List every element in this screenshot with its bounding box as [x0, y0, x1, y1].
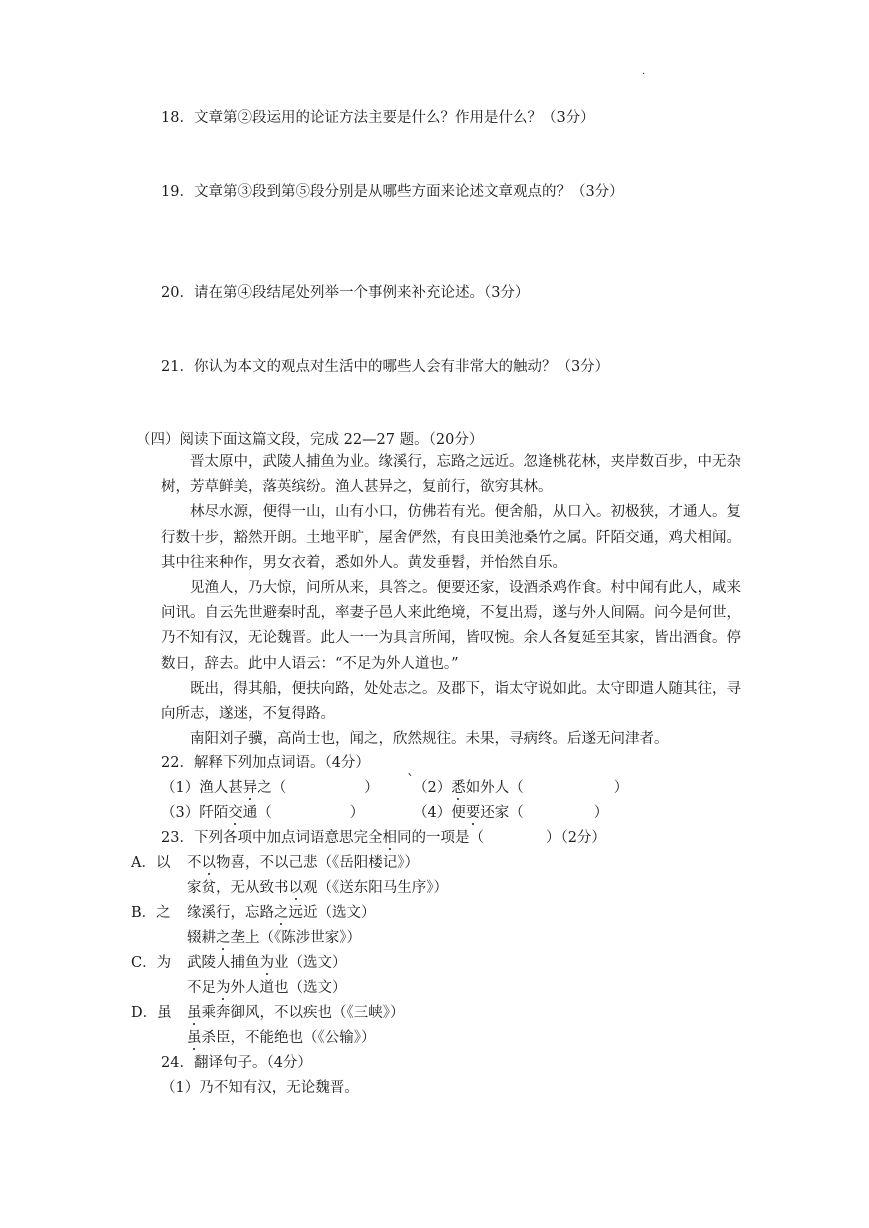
question-24-title: 24．翻译句子。（4分） [161, 1055, 312, 1071]
dotted-word: 虽 [187, 1005, 202, 1021]
q22-item-1: （1）渔人甚异之（ ） [161, 780, 379, 796]
q23-option-c: C．为 武陵人捕鱼为业（选文） [131, 951, 347, 972]
passage-paragraph-5: 南阳刘子骥，高尚士也，闻之，欣然规往。未果，寻病终。后遂无问津者。 [190, 731, 669, 748]
question-19 [161, 180, 624, 201]
question-21 [161, 355, 609, 376]
q24-item-1: （1）乃不知有汉，无论魏晋。 [161, 1080, 359, 1096]
dotted-word: 相 [382, 830, 397, 846]
option-label: C．为 [131, 955, 172, 971]
q23-option-b: B．之 缘溪行，忘路之远近（选文） [131, 901, 376, 922]
question-18 [161, 106, 595, 127]
dotted-word: 要 [465, 805, 481, 821]
dotted-word: 以 [201, 855, 216, 871]
dotted-word: 虽 [187, 1030, 202, 1046]
question-number: 21． [161, 359, 194, 375]
question-22-title: 22．解释下列加点词语。（4分） [161, 755, 370, 771]
option-label: A．以 [131, 855, 171, 871]
q23-option-d-line2: 虽杀臣，不能绝也（《公输》） [187, 1030, 376, 1046]
dotted-word: 为 [259, 955, 274, 971]
question-number: 19． [161, 184, 194, 200]
dotted-word: 悉 [451, 780, 466, 796]
question-text: 文章第②段运用的论证方法主要是什么？作用是什么？（3分） [193, 110, 595, 126]
dotted-word: 以 [288, 880, 303, 896]
question-text: 请在第④段结尾处列举一个事例来补充论述。（3分） [193, 285, 530, 301]
passage [161, 450, 741, 752]
dotted-word: 之 [274, 905, 289, 921]
question-number: 20． [161, 285, 194, 301]
question-20 [161, 281, 529, 302]
question-23-title: 23．下列各项中加点词语意思完全相同的一项是（ ）（2分） [161, 830, 606, 846]
dotted-word: 之 [216, 930, 231, 946]
q23-option-a: A．以 不以物喜，不以己悲（《岳阳楼记》） [131, 851, 419, 872]
passage-paragraph-3: 见渔人，乃大惊，问所从来，具答之。便要还家，设酒杀鸡作食。村中闻有此人，咸来问讯。自云先世避秦时乱，率妻子邑人来此绝境，不复出焉，遂与外人间隔。问今是何世，乃不知有汉，无论魏晋。此人一一为具言所闻，皆叹惋。余人各复延至其家，皆出酒食。停数日，辞去。此中人语云：“不足为外人道也。” [161, 580, 741, 672]
question-text: 你认为本文的观点对生活中的哪些人会有非常大的触动？（3分） [193, 359, 610, 375]
passage-paragraph-1: 晋太原中，武陵人捕鱼为业。缘溪行，忘路之远近。忽逢桃花林，夹岸数百步，中无杂树，芳草鲜美，落英缤纷。渔人甚异之，复前行，欲穷其林。 [161, 454, 741, 496]
q23-option-d: D．虽 虽乘奔御风，不以疾也（《三峡》） [131, 1001, 405, 1022]
option-label: B．之 [131, 905, 171, 921]
passage-paragraph-2: 林尽水源，便得一山，山有小口，仿佛若有光。便舍船，从口入。初极狭，才通人。复行数十步，豁然开朗。土地平旷，屋舍俨然，有良田美池桑竹之属。阡陌交通，鸡犬相闻。其中往来种作，男女衣着，悉如外人。黄发垂髫，并怡然自乐。 [161, 504, 741, 571]
stray-mark: ` [407, 773, 415, 789]
question-text: 文章第③段到第⑤段分别是从哪些方面来论述文章观点的？（3分） [193, 184, 624, 200]
q22-item-3: （3）阡陌交通（ ） [161, 805, 365, 821]
q22-item-2: （2）悉如外人（ ） [413, 780, 629, 796]
q23-option-b-line2: 辍耕之垄上（《陈涉世家》） [187, 930, 361, 946]
q22-item-4: （4）便要还家（ ） [413, 805, 609, 821]
section-4-header: （四）阅读下面这篇文段，完成 22—27 题。（20分） [136, 432, 484, 448]
q23-option-c-line2: 不足为外人道也（选文） [187, 980, 347, 996]
dotted-word: 为 [216, 980, 231, 996]
dotted-word: 交 [228, 805, 243, 821]
option-label: D．虽 [131, 1005, 172, 1021]
passage-paragraph-4: 既出，得其船，便扶向路，处处志之。及郡下，诣太守说如此。太守即遣人随其往，寻向所志，遂迷，不复得路。 [161, 680, 741, 723]
q23-option-a-line2: 家贫，无从致书以观（《送东阳马生序》） [187, 880, 448, 896]
question-number: 18． [161, 110, 194, 126]
dotted-word: 异 [242, 780, 258, 796]
corner-mark: . [642, 66, 646, 77]
